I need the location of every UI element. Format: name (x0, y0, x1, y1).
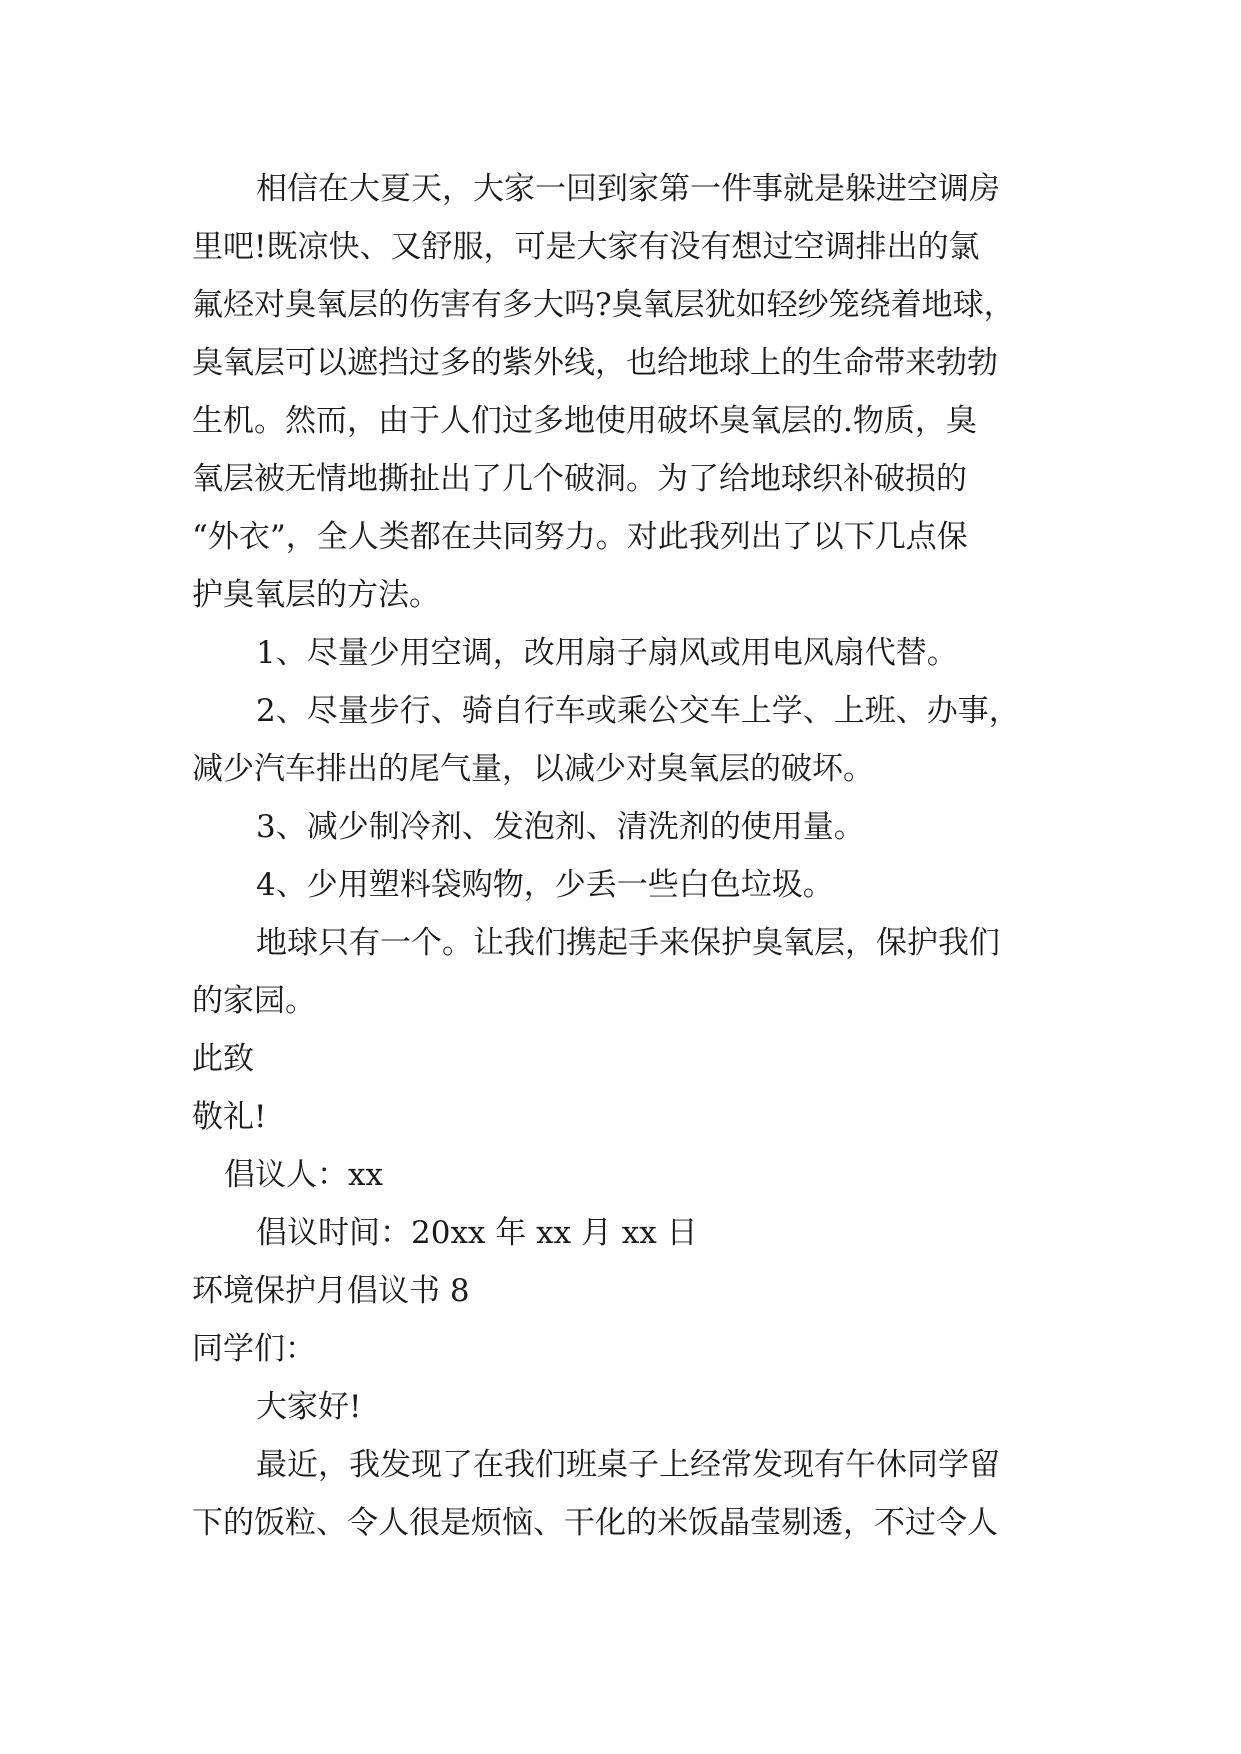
text-line: 减少汽车排出的尾气量，以减少对臭氧层的破坏。 (192, 751, 874, 787)
list-item-1 (192, 624, 1060, 682)
text-line: 相信在大夏天，大家一回到家第一件事就是躲进空调房 (256, 171, 1000, 207)
text-line: 4、少用塑料袋购物，少丢一些白色垃圾。 (256, 867, 834, 903)
text-line: “外衣”，全人类都在共同努力。对此我列出了以下几点保 (192, 519, 968, 555)
salutation-line-1 (192, 1030, 1060, 1088)
document-body (192, 160, 1060, 1552)
text-line: 下的饭粒、令人很是烦恼、干化的米饭晶莹剔透，不过令人 (192, 1505, 998, 1541)
text-line: 大家好! (256, 1389, 362, 1425)
text-line: 倡议时间：20xx 年 xx 月 xx 日 (256, 1215, 698, 1251)
date-line (192, 1204, 1060, 1262)
list-item-3 (192, 798, 1060, 856)
list-item-2 (192, 682, 1060, 798)
text-line: 地球只有一个。让我们携起手来保护臭氧层，保护我们 (256, 925, 1000, 961)
text-line: 里吧!既凉快、又舒服，可是大家有没有想过空调排出的氯 (192, 229, 980, 265)
text-line: 敬礼! (192, 1099, 267, 1135)
text-line: 此致 (192, 1041, 254, 1077)
signer-line (192, 1146, 1060, 1204)
text-line: 臭氧层可以遮挡过多的紫外线，也给地球上的生命带来勃勃 (192, 345, 998, 381)
text-line: 倡议人：xx (224, 1157, 383, 1193)
text-line: 护臭氧层的方法。 (192, 577, 440, 613)
greeting-line (192, 1378, 1060, 1436)
closing-paragraph (192, 914, 1060, 1030)
salutation-line-2 (192, 1088, 1060, 1146)
text-line: 生机。然而，由于人们过多地使用破坏臭氧层的.物质，臭 (192, 403, 977, 439)
text-line: 3、减少制冷剂、发泡剂、清洗剂的使用量。 (256, 809, 865, 845)
greeting-to-line (192, 1320, 1060, 1378)
intro-paragraph (192, 160, 1060, 624)
text-line: 氟烃对臭氧层的伤害有多大吗?臭氧层犹如轻纱笼绕着地球， (192, 287, 1015, 323)
text-line: 最近，我发现了在我们班桌子上经常发现有午休同学留 (256, 1447, 1000, 1483)
text-line: 氧层被无情地撕扯出了几个破洞。为了给地球织补破损的 (192, 461, 967, 497)
list-item-4 (192, 856, 1060, 914)
text-line: 同学们： (192, 1331, 316, 1367)
text-line: 1、尽量少用空调，改用扇子扇风或用电风扇代替。 (256, 635, 958, 671)
text-line: 2、尽量步行、骑自行车或乘公交车上学、上班、办事， (256, 693, 1020, 729)
next-section-title (192, 1262, 1060, 1320)
text-line: 环境保护月倡议书 8 (192, 1273, 470, 1309)
text-line: 的家园。 (192, 983, 316, 1019)
body-paragraph (192, 1436, 1060, 1552)
